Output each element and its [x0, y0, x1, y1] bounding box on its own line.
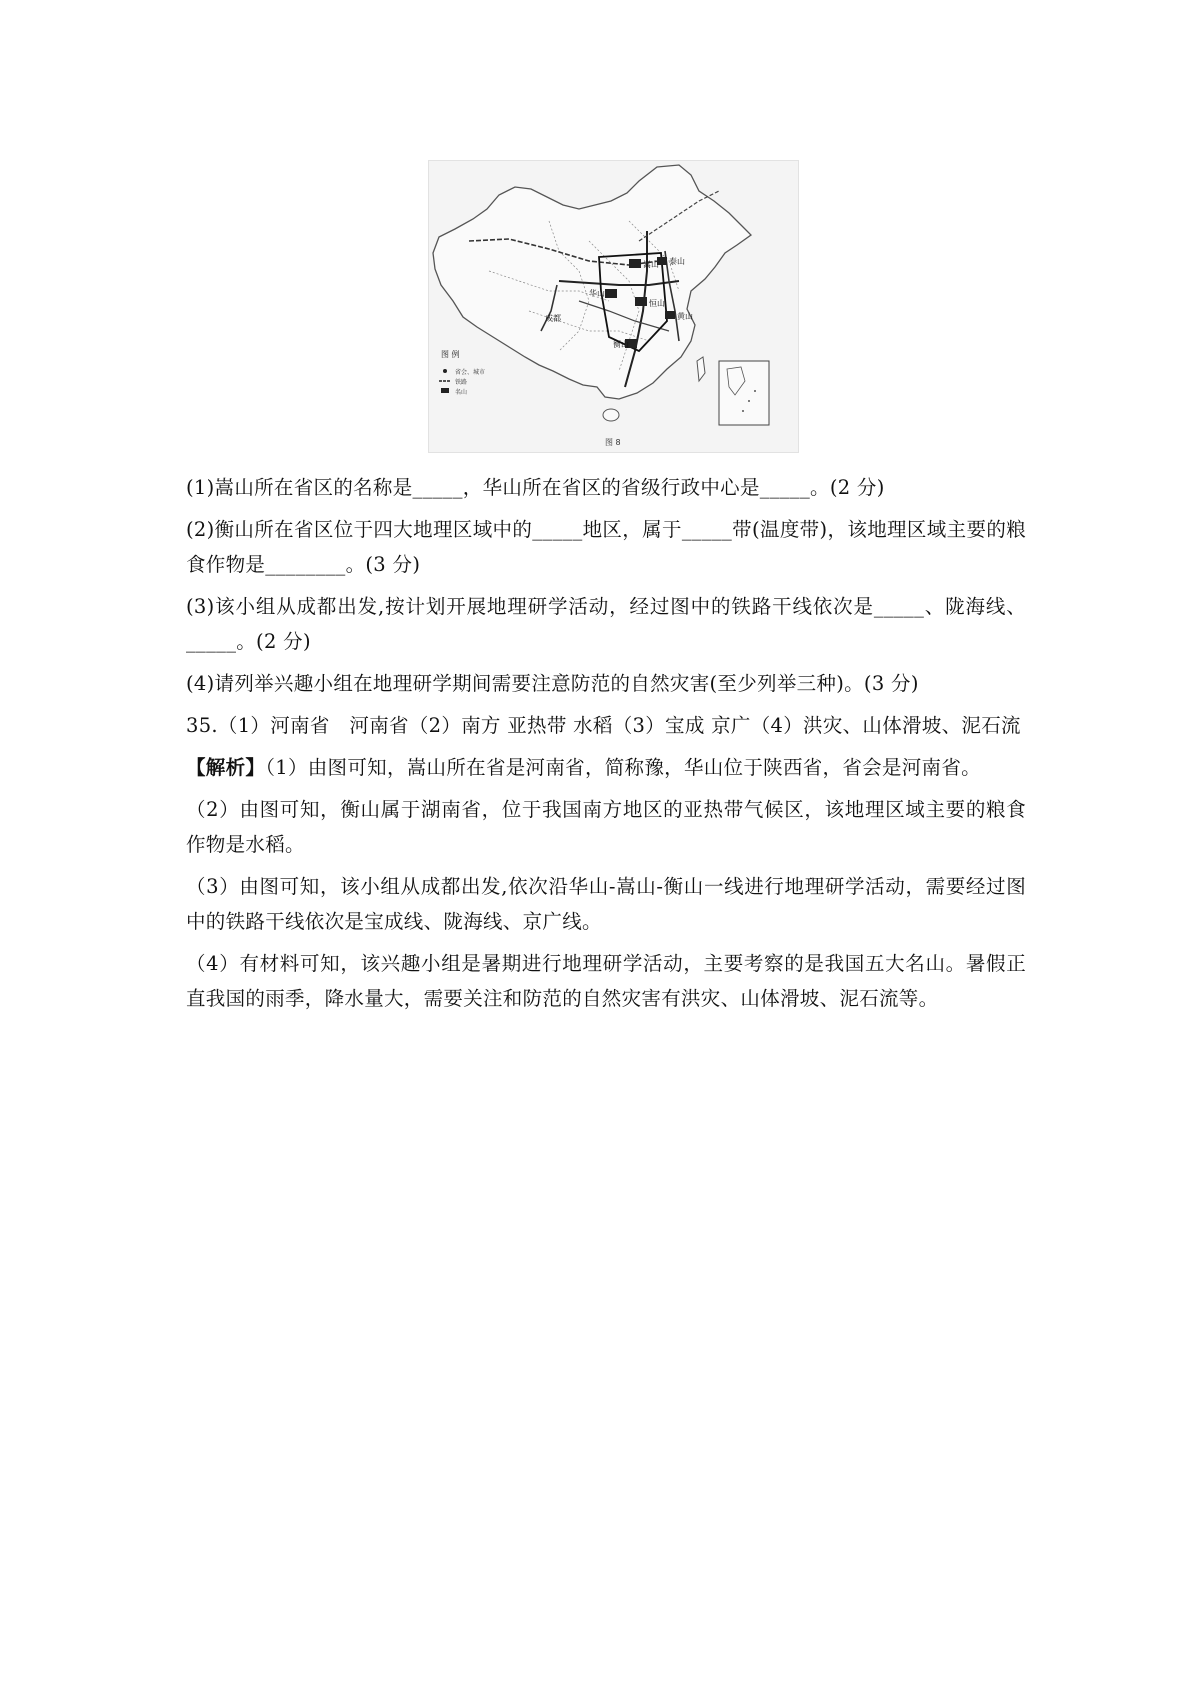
map-svg: [429, 161, 798, 452]
map-label-songshan: 嵩山: [643, 260, 659, 269]
map-label-taishan: 泰山: [669, 257, 685, 266]
map-label-hengshan-north: 恒山: [649, 299, 665, 308]
legend-item-railway: 铁路: [455, 379, 468, 386]
question-2: (2)衡山所在省区位于四大地理区域中的_____地区，属于_____带(温度带)，该地理区域主要的粮食作物是________。(3 分): [186, 518, 1026, 576]
map-legend: [439, 349, 485, 396]
map-label-hengshan: 衡山: [613, 340, 629, 349]
legend-title: 图 例: [441, 350, 460, 359]
map-label-huangshan: 黄山: [677, 312, 693, 321]
china-railway-map: [428, 160, 799, 453]
question-content: [186, 470, 1026, 1023]
analysis-label: 【解析】: [186, 756, 266, 779]
question-1: (1)嵩山所在省区的名称是_____，华山所在省区的省级行政中心是_____。(2 分): [186, 476, 885, 499]
question-3: (3)该小组从成都出发,按计划开展地理研学活动，经过图中的铁路干线依次是_____、陇海线、_____。(2 分): [186, 595, 1026, 653]
question-4: (4)请列举兴趣小组在地理研学期间需要注意防范的自然灾害(至少列举三种)。(3 分): [186, 672, 919, 695]
analysis-part-1-text: （1）由图可知，嵩山所在省是河南省，简称豫，华山位于陕西省，省会是河南省。: [265, 756, 981, 779]
map-label-chengdu: 成都: [545, 314, 561, 323]
analysis-part-3: （3）由图可知，该小组从成都出发,依次沿华山-嵩山-衡山一线进行地理研学活动，需要经过图中的铁路干线依次是宝成线、陇海线、京广线。: [186, 875, 1026, 933]
legend-item-city: 省会、城市: [455, 369, 486, 376]
analysis-part-1: [186, 750, 1026, 785]
map-caption: 图 8: [605, 438, 621, 447]
answer-line: 35.（1）河南省 河南省（2）南方 亚热带 水稻（3）宝成 京广（4）洪灾、山体滑坡、泥石流: [186, 714, 1021, 737]
analysis-part-4: （4）有材料可知，该兴趣小组是暑期进行地理研学活动，主要考察的是我国五大名山。暑假正直我国的雨季，降水量大，需要关注和防范的自然灾害有洪灾、山体滑坡、泥石流等。: [186, 952, 1026, 1010]
legend-item-mountain: 名山: [455, 389, 468, 396]
map-label-huashan: 华山: [589, 289, 605, 298]
analysis-part-2: （2）由图可知，衡山属于湖南省，位于我国南方地区的亚热带气候区，该地理区域主要的粮食作物是水稻。: [186, 798, 1026, 856]
